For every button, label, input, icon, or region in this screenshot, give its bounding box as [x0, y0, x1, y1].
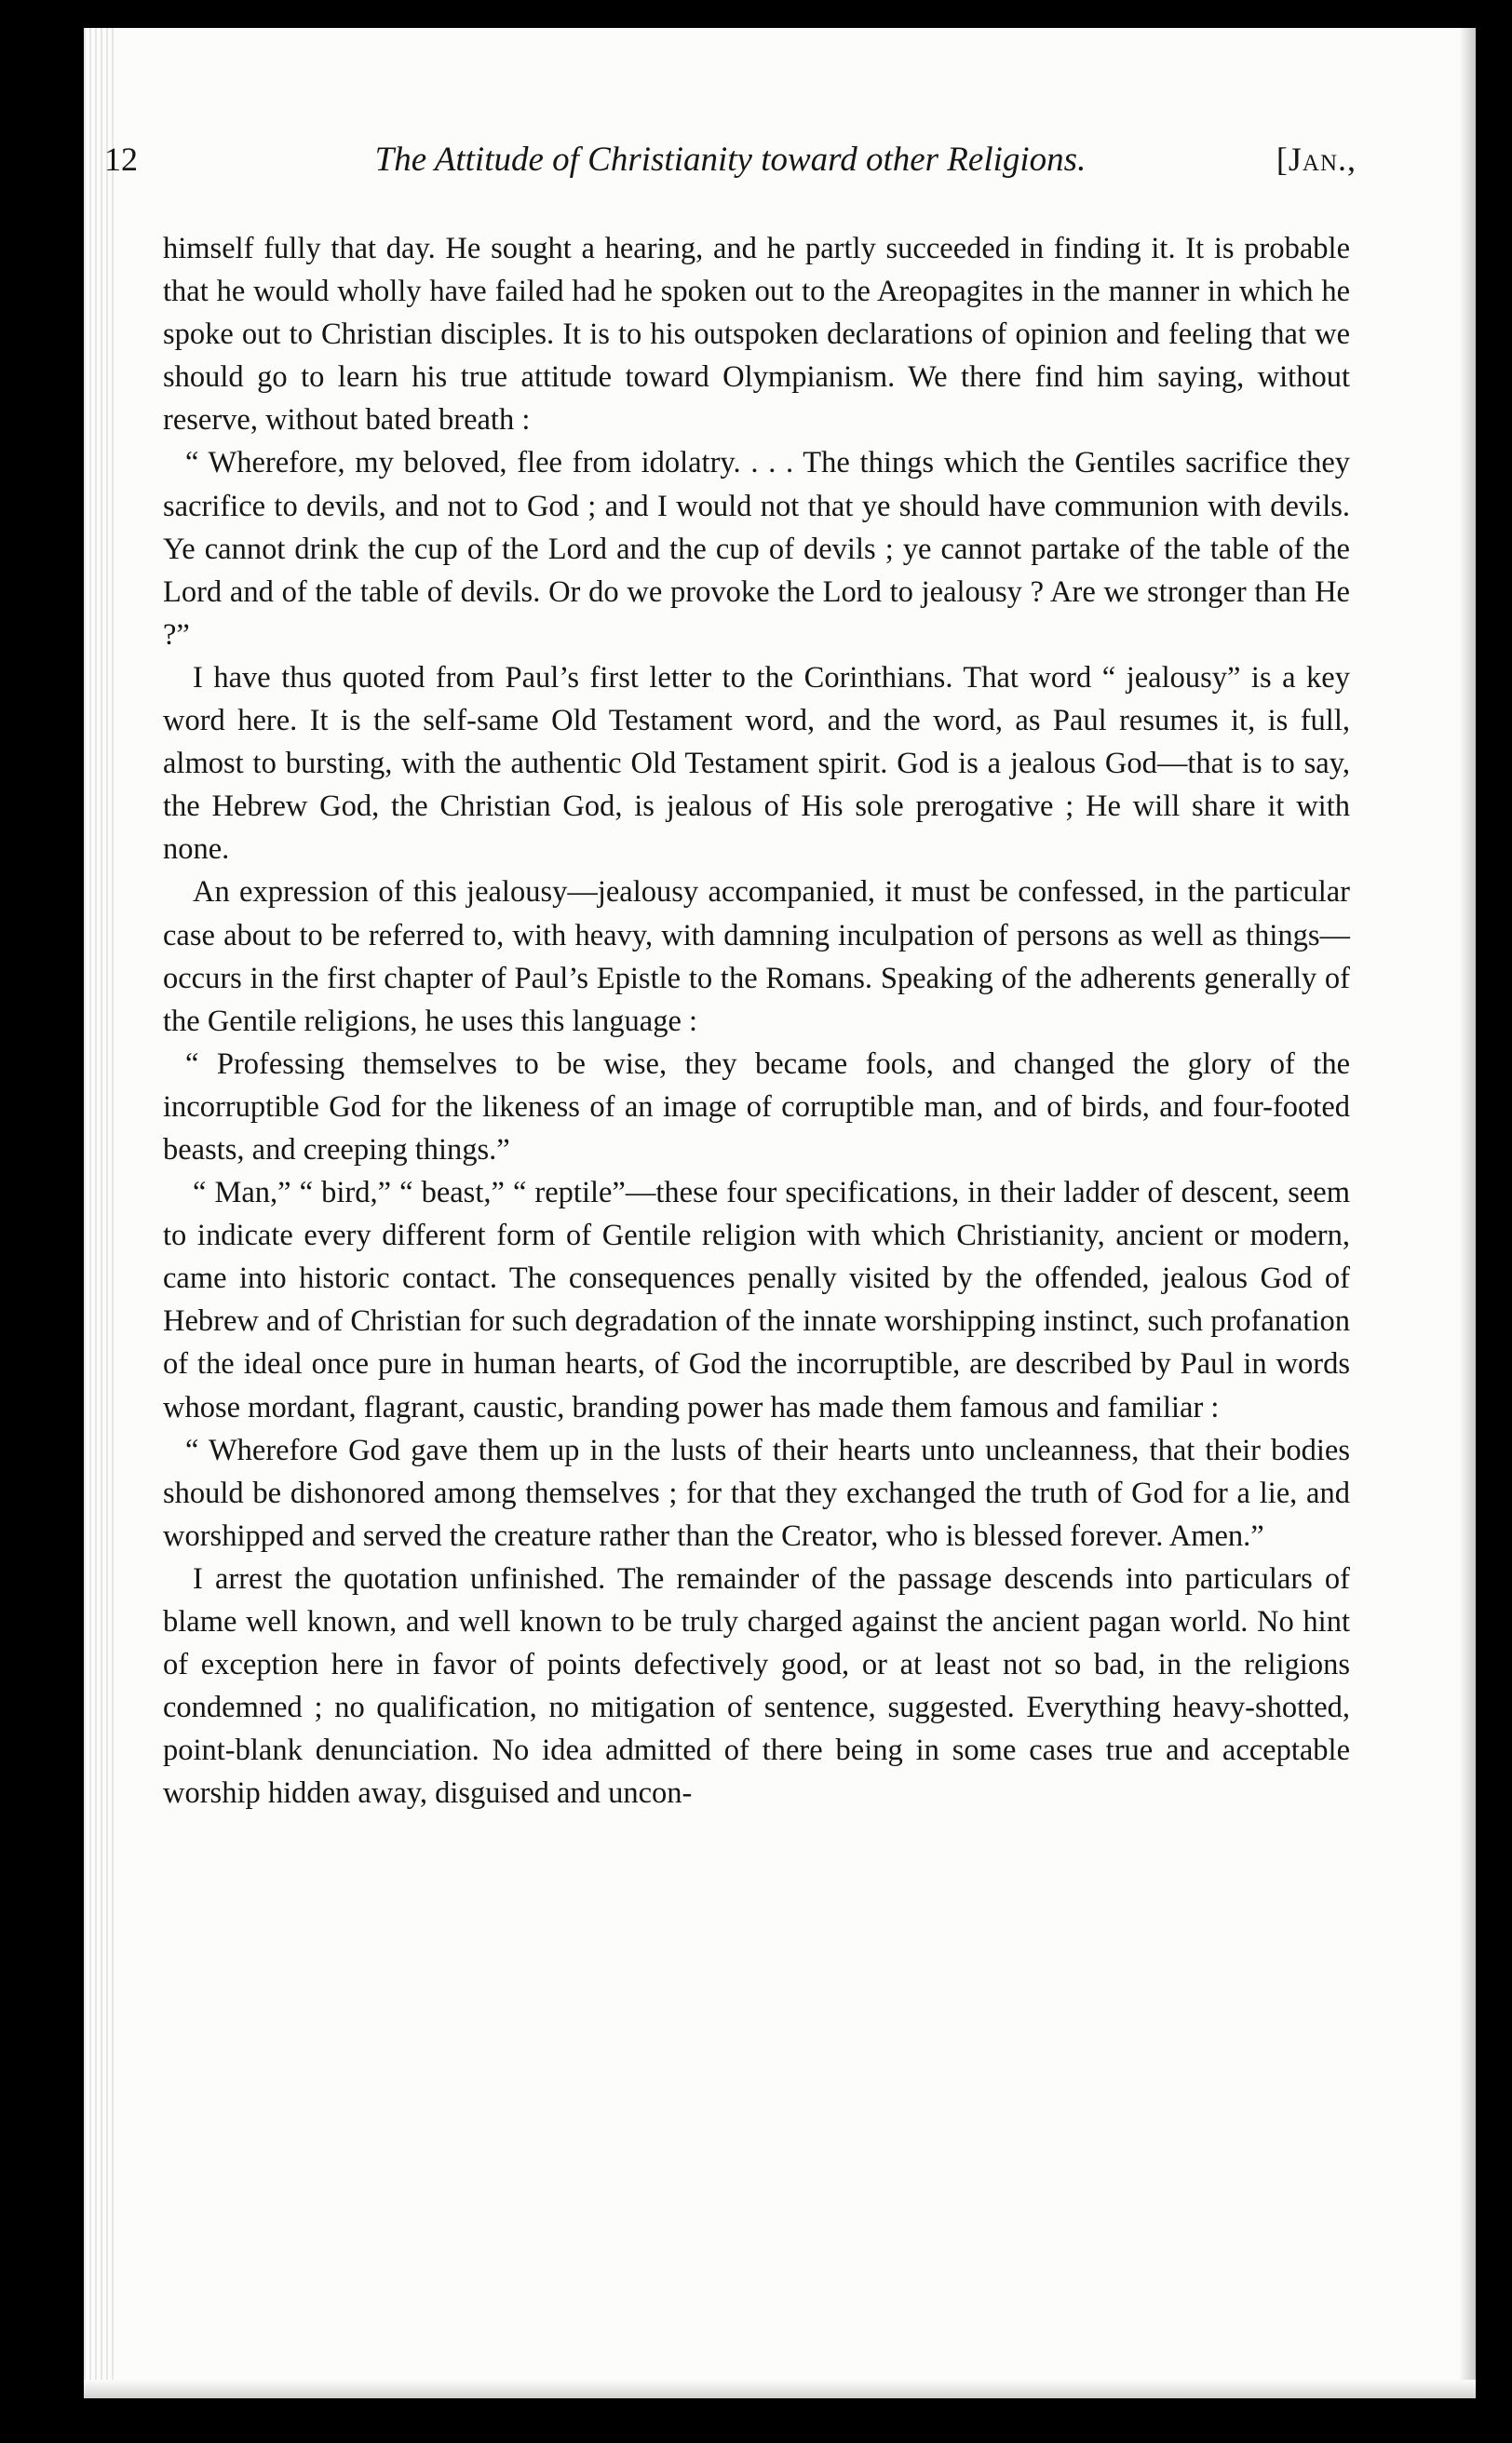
paragraph: I arrest the quotation unfinished. The remainder of the passage descends into particulars of blame well known, and well known to be truly charged against the ancient pagan world. No hint of exception here in favor of points defectively good, or at least not so bad, in the religions condemned ; no qualification, no mitigation of sentence, suggested. Everything heavy-shotted, point-blank denunciation. No idea admitted of there being in some cases true and acceptable worship hidden away, disguised and uncon- [163, 1561, 1350, 1811]
body-text [163, 227, 1350, 1815]
running-date: [Jan., [1276, 141, 1357, 178]
block-quote: “ Wherefore, my beloved, flee from idolatry. . . . The things which the Gentiles sacrifice they sacrifice to devils, and not to God ; and I would not that ye should have communion with devils. Ye cannot drink the cup of the Lord and the cup of devils ; ye cannot partake of the table of the Lord and of the table of devils. Or do we provoke the Lord to jealousy ? Are we stronger than He ?” [163, 446, 1350, 652]
page-number: 12 [104, 141, 138, 178]
running-header [104, 140, 1357, 205]
block-quote: “ Wherefore God gave them up in the lusts of their hearts unto uncleanness, that their bodies should be dishonored among themselves ; for that they exchanged the truth of God for a lie, and worshipped and served the creature rather than the Creator, who is blessed forever. Amen.” [163, 1433, 1350, 1553]
page-edge-lines [84, 28, 114, 2398]
paragraph: I have thus quoted from Paul’s first letter to the Corinthians. That word “ jealousy” is a key word here. It is the self-same Old Testament word, and the word, as Paul resumes it, is full, almost to bursting, with the authentic Old Testament spirit. God is a jealous God—that is to say, the Hebrew God, the Christian God, is jealous of His sole prerogative ; He will share it with none. [163, 660, 1350, 867]
running-title: The Attitude of Christianity toward other Religions. [374, 141, 1087, 179]
paragraph: “ Man,” “ bird,” “ beast,” “ reptile”—these four specifications, in their ladder of descent, seem to indicate every different form of Gentile religion with which Christianity, ancient or modern, came into historic contact. The consequences penally visited by the offended, jealous God of Hebrew and of Christian for such degradation of the innate worshipping instinct, such profanation of the ideal once pure in human hearts, of God the incorruptible, are described by Paul in words whose mordant, flagrant, caustic, branding power has made them famous and familiar : [163, 1176, 1350, 1424]
paragraph: himself fully that day. He sought a hearing, and he partly succeeded in finding it. It is probable that he would wholly have failed had he spoken out to the Areopagites in the manner in which he spoke out to Christian disciples. It is to his outspoken declarations of opinion and feeling that we should go to learn his true attitude toward Olympianism. We there find him saying, without reserve, without bated breath : [163, 232, 1350, 438]
paragraph: An expression of this jealousy—jealousy accompanied, it must be confessed, in the particular case about to be referred to, with heavy, with damning inculpation of persons as well as things—occurs in the first chapter of Paul’s Epistle to the Romans. Speaking of the adherents generally of the Gentile religions, he uses this language : [163, 875, 1350, 1038]
page-edge-shadow-right [1459, 28, 1476, 2398]
block-quote: “ Professing themselves to be wise, they became fools, and changed the glory of the incorruptible God for the likeness of an image of corruptible man, and of birds, and four-footed beasts, and creeping things.” [163, 1046, 1350, 1167]
page-edge-shadow-bottom [84, 2380, 1476, 2398]
